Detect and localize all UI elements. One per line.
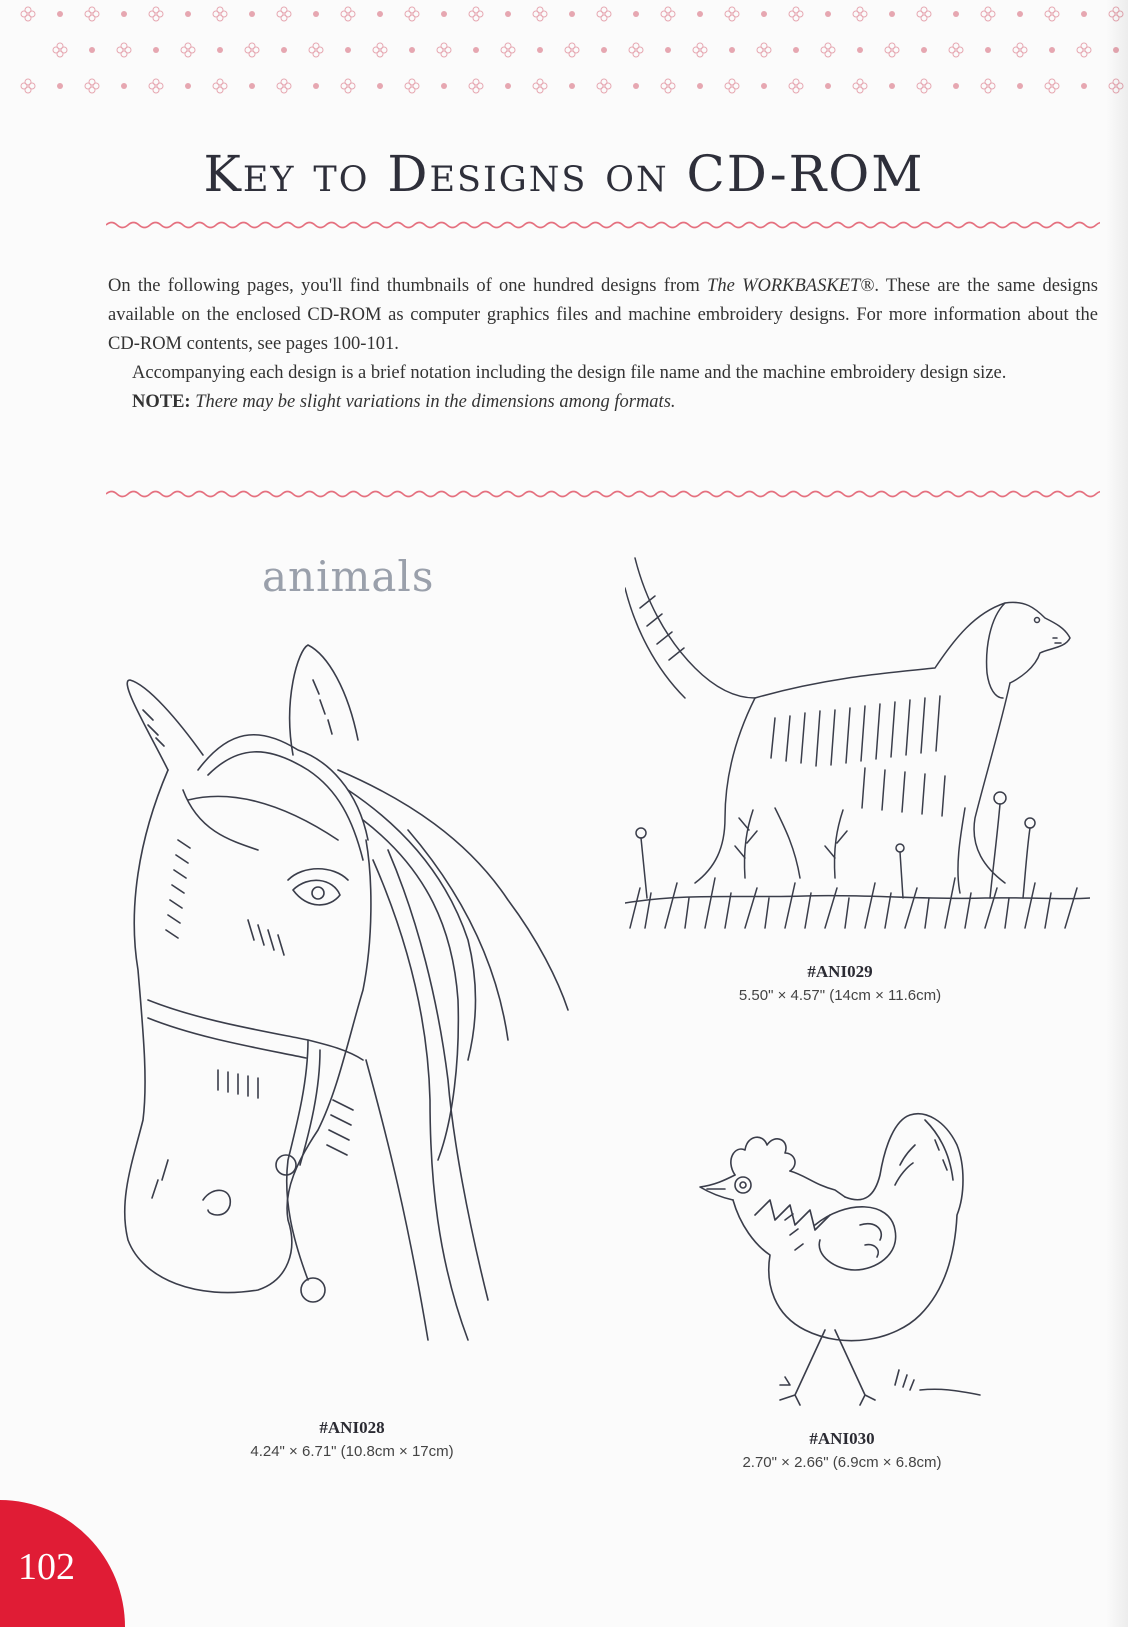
pink-dot	[249, 11, 255, 17]
pink-dot	[1081, 11, 1087, 17]
flower-dot-icon	[469, 79, 483, 93]
flower-dot-icon	[949, 43, 963, 57]
flower-dot-icon	[405, 79, 419, 93]
bottom-wavy-divider	[106, 487, 1100, 501]
pink-dot	[825, 83, 831, 89]
hen-design	[695, 1105, 1015, 1420]
pink-dot	[761, 83, 767, 89]
flower-dot-icon	[533, 7, 547, 21]
pink-dot	[1049, 47, 1055, 53]
pink-dot	[441, 83, 447, 89]
flower-dot-icon	[1013, 43, 1027, 57]
pink-dot	[537, 47, 543, 53]
pink-dot	[569, 83, 575, 89]
flower-dot-icon	[789, 79, 803, 93]
pink-dot	[377, 83, 383, 89]
horse-head-icon	[108, 640, 598, 1400]
intro-paragraph-1: On the following pages, you'll find thumbnails of one hundred designs from The WORKBASKET®. These are the same designs available on the enclosed CD-ROM as computer graphics files and machine embroidery designs. For more information about the CD-ROM contents, see pages 100-101.	[108, 276, 1098, 354]
pink-dot	[953, 11, 959, 17]
flower-dot-icon	[149, 7, 163, 21]
page-edge-shadow	[1106, 0, 1128, 1627]
intro-note	[108, 388, 1098, 417]
flower-dot-icon	[725, 79, 739, 93]
flower-dot-icon	[469, 7, 483, 21]
caption-ani028	[232, 1416, 472, 1464]
pink-dot	[889, 11, 895, 17]
pink-dot	[473, 47, 479, 53]
pink-dot	[665, 47, 671, 53]
pink-dot	[921, 47, 927, 53]
flower-dot-icon	[981, 79, 995, 93]
pink-dot	[57, 83, 63, 89]
flower-dot-icon	[405, 7, 419, 21]
flower-dot-icon	[1045, 79, 1059, 93]
flower-dot-icon	[629, 43, 643, 57]
design-code: #ANI029	[807, 962, 873, 981]
flower-dot-icon	[341, 79, 355, 93]
pink-dot	[697, 11, 703, 17]
flower-dot-icon	[853, 79, 867, 93]
flower-dot-icon	[1045, 7, 1059, 21]
flower-dot-icon	[85, 79, 99, 93]
pink-dot	[313, 11, 319, 17]
pink-dot	[601, 47, 607, 53]
flower-dot-icon	[1077, 43, 1091, 57]
design-size: 2.70" × 2.66" (6.9cm × 6.8cm)	[742, 1454, 942, 1471]
pink-dot	[825, 11, 831, 17]
pink-dot	[185, 11, 191, 17]
flower-dot-icon	[789, 7, 803, 21]
flower-dot-icon	[533, 79, 547, 93]
pink-dot	[857, 47, 863, 53]
pink-dot	[1017, 83, 1023, 89]
flower-dot-icon	[661, 79, 675, 93]
flower-dot-icon	[21, 7, 35, 21]
horse-design	[108, 640, 598, 1400]
pink-dot	[121, 11, 127, 17]
pink-dot	[217, 47, 223, 53]
pink-dot	[89, 47, 95, 53]
flower-dot-icon	[661, 7, 675, 21]
pink-dot	[153, 47, 159, 53]
pink-dot	[249, 83, 255, 89]
pink-dot	[569, 11, 575, 17]
pink-dot	[1017, 11, 1023, 17]
flower-dot-icon	[277, 79, 291, 93]
pink-dot	[729, 47, 735, 53]
page-title: Key to Designs on CD-ROM	[203, 145, 925, 203]
flower-dot-icon	[885, 43, 899, 57]
flower-dot-icon	[181, 43, 195, 57]
flower-dot-icon	[373, 43, 387, 57]
pink-dot	[185, 83, 191, 89]
flower-dot-icon	[277, 7, 291, 21]
flower-dot-icon	[981, 7, 995, 21]
hen-icon	[695, 1105, 1015, 1420]
flower-dot-icon	[21, 79, 35, 93]
pink-dot	[761, 11, 767, 17]
flower-dot-icon	[853, 7, 867, 21]
design-code: #ANI030	[809, 1429, 875, 1448]
flower-dot-icon	[213, 79, 227, 93]
caption-ani029	[720, 960, 960, 1008]
flower-dot-icon	[565, 43, 579, 57]
flower-dot-icon	[597, 79, 611, 93]
flower-dot-icon	[501, 43, 515, 57]
pink-dot	[697, 83, 703, 89]
page-number-tab	[0, 1500, 125, 1627]
flower-dot-icon	[821, 43, 835, 57]
flower-dot-icon	[53, 43, 67, 57]
pink-dot	[313, 83, 319, 89]
pink-dot	[985, 47, 991, 53]
flower-dot-icon	[341, 7, 355, 21]
pink-dot	[121, 83, 127, 89]
note-text: There may be slight variations in the dimensions among formats.	[190, 392, 676, 412]
dog-design	[625, 548, 1090, 943]
flower-dot-icon	[149, 79, 163, 93]
flower-dot-icon	[309, 43, 323, 57]
flower-dot-icon	[213, 7, 227, 21]
dog-icon	[625, 548, 1090, 943]
pink-dot	[281, 47, 287, 53]
flower-dot-icon	[917, 7, 931, 21]
pink-dot	[505, 11, 511, 17]
caption-ani030	[712, 1427, 972, 1475]
pink-dot	[633, 11, 639, 17]
flower-dot-icon	[85, 7, 99, 21]
flower-dot-icon	[117, 43, 131, 57]
pink-dot	[953, 83, 959, 89]
intro-text	[108, 272, 1098, 417]
design-code: #ANI028	[319, 1418, 385, 1437]
pink-dot	[409, 47, 415, 53]
page-number: 102	[18, 1546, 75, 1588]
flower-dot-icon	[437, 43, 451, 57]
intro-paragraph-2: Accompanying each design is a brief notation including the design file name and the machine embroidery design size.	[132, 363, 1007, 383]
flower-dot-icon	[757, 43, 771, 57]
flower-dot-icon	[725, 7, 739, 21]
decorative-dot-band	[0, 0, 1128, 110]
pink-dot	[57, 11, 63, 17]
design-size: 4.24" × 6.71" (10.8cm × 17cm)	[250, 1443, 454, 1460]
pink-dot	[441, 11, 447, 17]
pink-dot	[1081, 83, 1087, 89]
pink-dot	[793, 47, 799, 53]
pink-dot	[377, 11, 383, 17]
flower-dot-icon	[245, 43, 259, 57]
pink-dot	[505, 83, 511, 89]
section-heading: animals	[262, 552, 435, 601]
pink-dot	[345, 47, 351, 53]
note-label: NOTE:	[132, 392, 191, 412]
pink-dot	[889, 83, 895, 89]
top-wavy-divider	[106, 218, 1100, 232]
flower-dot-icon	[917, 79, 931, 93]
flower-dot-icon	[597, 7, 611, 21]
pink-dot	[633, 83, 639, 89]
flower-dot-icon	[693, 43, 707, 57]
design-size: 5.50" × 4.57" (14cm × 11.6cm)	[738, 987, 942, 1004]
